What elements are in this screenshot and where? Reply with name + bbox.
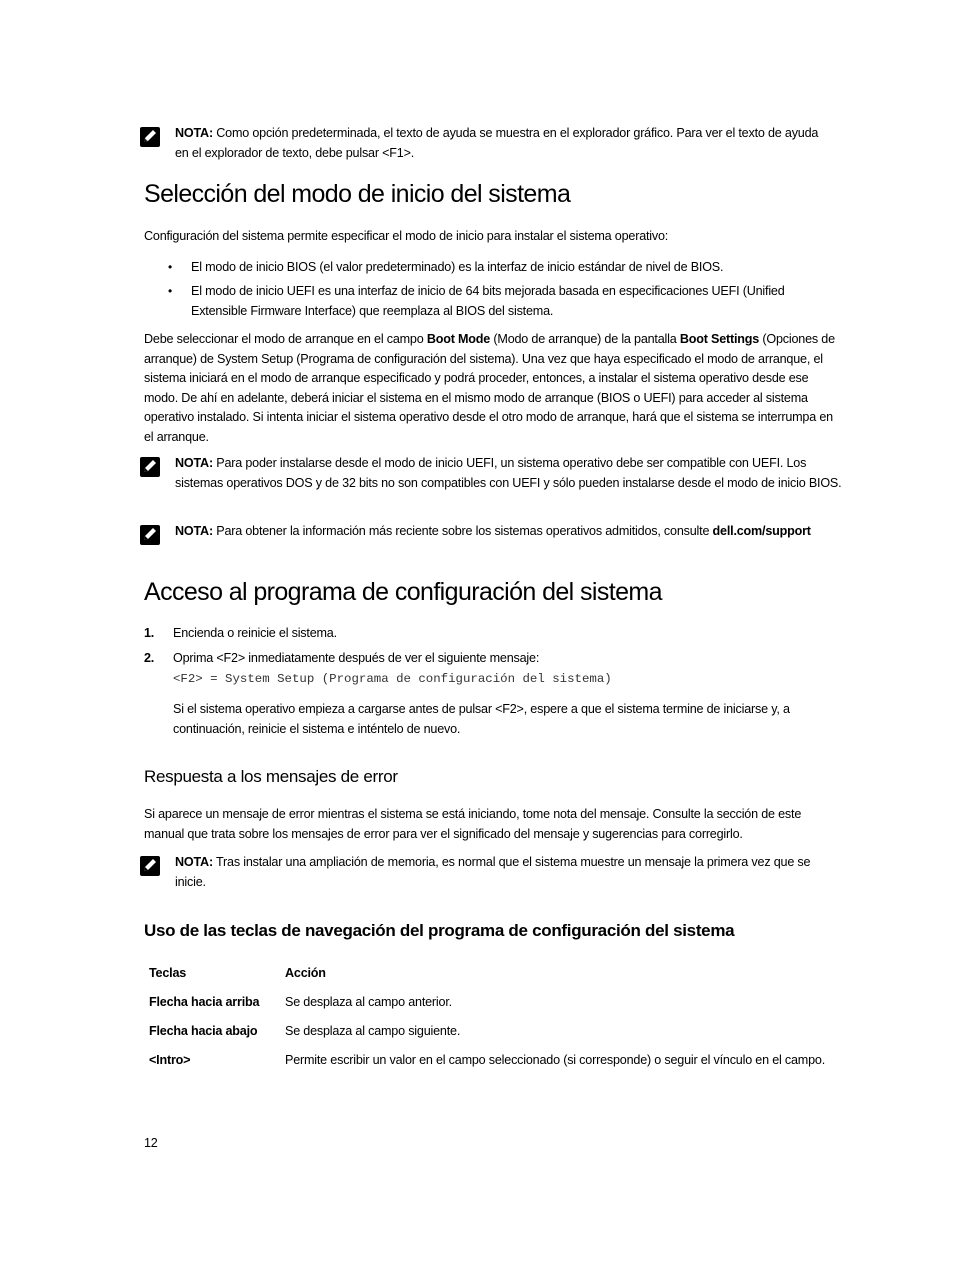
table-header-keys: Teclas — [149, 966, 187, 980]
table-header-action: Acción — [285, 966, 326, 980]
note-label: NOTA: — [175, 126, 213, 140]
step-number: 2. — [144, 651, 155, 665]
list-item: El modo de inicio BIOS (el valor predeterminado) es la interfaz de inicio estándar de nivel de BIOS. — [191, 260, 724, 274]
table-action-cell: Se desplaza al campo siguiente. — [285, 1024, 461, 1038]
section-title-navigation-keys: Uso de las teclas de navegación del programa de configuración del sistema — [144, 921, 735, 940]
ui-term-boot-mode: Boot Mode — [426, 332, 491, 346]
table-action-cell: Permite escribir un valor en el campo seleccionado (si corresponde) o seguir el vínculo en el campo. — [285, 1053, 825, 1067]
note-3 — [175, 522, 820, 542]
table-key-cell: <Intro> — [149, 1053, 191, 1067]
step-number: 1. — [144, 626, 155, 640]
note-text: Para poder instalarse desde el modo de inicio UEFI, un sistema operativo debe ser compatible con UEFI. Los sistemas operativos DOS y de 32 bits no son compatibles con UEFI y sólo pueden instalarse desde el modo de inicio BIOS. — [175, 456, 842, 490]
bullet-icon: • — [168, 260, 173, 274]
note-2 — [175, 454, 843, 493]
page-number: 12 — [144, 1136, 158, 1150]
code-message: <F2> = System Setup (Programa de configuración del sistema) — [173, 672, 612, 686]
note-text: Tras instalar una ampliación de memoria, es normal que el sistema muestre un mensaje la primera vez que se inicie. — [175, 855, 811, 889]
para-text: Debe seleccionar el modo de arranque en el campo — [144, 332, 427, 346]
section-title-access-setup: Acceso al programa de configuración del sistema — [144, 578, 662, 606]
note-label: NOTA: — [175, 524, 213, 538]
table-key-cell: Flecha hacia abajo — [149, 1024, 258, 1038]
dell-support-link[interactable]: dell.com/support — [712, 524, 811, 538]
note-text: Para obtener la información más reciente sobre los sistemas operativos admitidos, consulte — [216, 524, 713, 538]
note-text: Como opción predeterminada, el texto de ayuda se muestra en el explorador gráfico. Para ver el texto de ayuda en el explorador de texto, debe pulsar <F1>. — [175, 126, 819, 160]
boot-mode-paragraph — [144, 330, 839, 447]
note-label: NOTA: — [175, 456, 213, 470]
ui-term-boot-settings: Boot Settings — [679, 332, 760, 346]
note-pencil-icon — [140, 127, 160, 147]
note-pencil-icon — [140, 856, 160, 876]
para-text: (Modo de arranque) de la pantalla — [490, 332, 680, 346]
section-title-error-messages: Respuesta a los mensajes de error — [144, 767, 398, 786]
section-intro: Configuración del sistema permite especificar el modo de inicio para instalar el sistema operativo: — [144, 229, 669, 243]
list-item: El modo de inicio UEFI es una interfaz de inicio de 64 bits mejorada basada en especificaciones UEFI (Unified Extensible Firmware Interface) que reemplaza al BIOS del sistema. — [191, 284, 785, 318]
note-1 — [175, 124, 835, 163]
note-pencil-icon — [140, 457, 160, 477]
table-key-cell: Flecha hacia arriba — [149, 995, 260, 1009]
bullet-icon: • — [168, 284, 173, 298]
section-title-boot-mode: Selección del modo de inicio del sistema — [144, 180, 571, 208]
step-text: Encienda o reinicie el sistema. — [173, 626, 337, 640]
note-4 — [175, 853, 835, 892]
step-text: Oprima <F2> inmediatamente después de ver el siguiente mensaje: — [173, 651, 540, 665]
note-label: NOTA: — [175, 855, 213, 869]
table-action-cell: Se desplaza al campo anterior. — [285, 995, 452, 1009]
after-code-text: Si el sistema operativo empieza a cargarse antes de pulsar <F2>, espere a que el sistema termine de iniciarse y, a continuación, reinicie el sistema e inténtelo de nuevo. — [173, 702, 790, 736]
error-paragraph: Si aparece un mensaje de error mientras el sistema se está iniciando, tome nota del mensaje. Consulte la sección de este manual que trata sobre los mensajes de error para ver el significado del mensaje y sugerencias para corregirlo. — [144, 807, 802, 841]
para-text: (Opciones de arranque) de System Setup (Programa de configuración del sistema). Una vez que haya especificado el modo de arranque, el sistema iniciará en el modo de arranque especificado y podrá proceder, entonces, a instalar el sistema operativo desde ese modo. De ahí en adelante, deberá iniciar el sistema en el mismo modo de arranque (BIOS o UEFI) para acceder al sistema operativo instalado. Si intenta iniciar el sistema operativo desde el otro modo de arranque, hará que el sistema se interrumpa en el arranque. — [144, 332, 835, 444]
note-pencil-icon — [140, 525, 160, 545]
